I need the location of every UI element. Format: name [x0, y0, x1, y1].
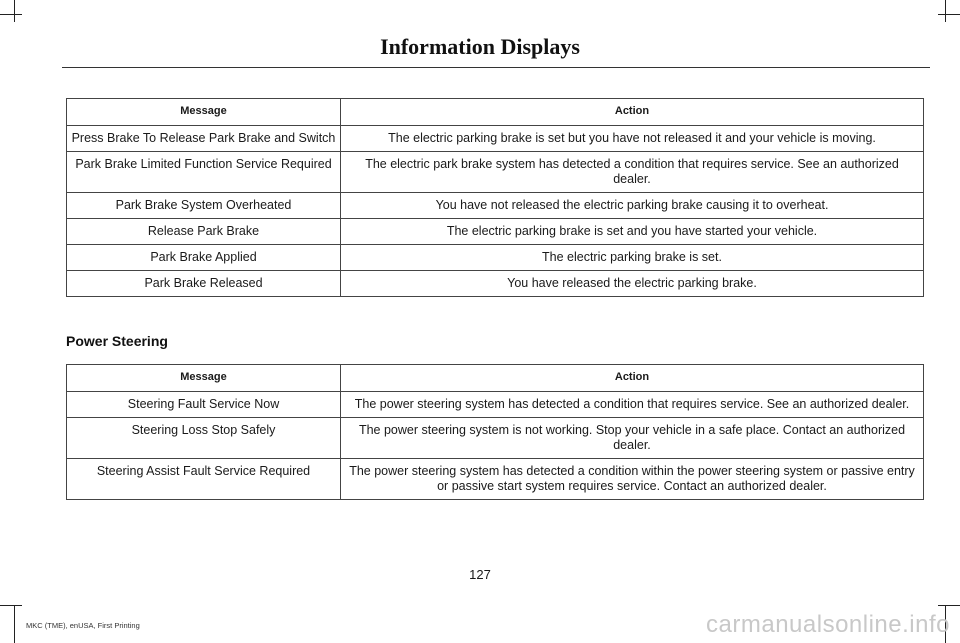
crop-mark-bottom-left-h — [0, 605, 22, 606]
message-cell: Steering Fault Service Now — [67, 392, 341, 418]
action-cell: You have released the electric parking brake. — [341, 271, 924, 297]
crop-mark-top-left-v — [14, 0, 15, 22]
action-column-header: Action — [341, 365, 924, 392]
message-cell: Park Brake Applied — [67, 245, 341, 271]
action-cell: The electric parking brake is set. — [341, 245, 924, 271]
message-cell: Steering Loss Stop Safely — [67, 418, 341, 459]
crop-mark-bottom-right-h — [938, 605, 960, 606]
table-row — [67, 193, 924, 219]
crop-mark-top-right-h — [938, 14, 960, 15]
table-row — [67, 245, 924, 271]
header-divider — [62, 67, 930, 68]
message-cell: Release Park Brake — [67, 219, 341, 245]
message-cell: Press Brake To Release Park Brake and Switch — [67, 126, 341, 152]
action-cell: You have not released the electric parking brake causing it to overheat. — [341, 193, 924, 219]
action-cell: The electric parking brake is set but you have not released it and your vehicle is moving. — [341, 126, 924, 152]
action-cell: The power steering system is not working. Stop your vehicle in a safe place. Contact an authorized dealer. — [341, 418, 924, 459]
crop-mark-top-right-v — [945, 0, 946, 22]
action-cell: The power steering system has detected a condition within the power steering system or passive entry or passive start system requires service. Contact an authorized dealer. — [341, 459, 924, 500]
page-title: Information Displays — [380, 34, 580, 59]
message-column-header: Message — [67, 99, 341, 126]
section-heading-power-steering: Power Steering — [66, 333, 168, 349]
table-header-row — [67, 365, 924, 392]
table-row — [67, 418, 924, 459]
table-row — [67, 219, 924, 245]
table-header-row — [67, 99, 924, 126]
message-cell: Steering Assist Fault Service Required — [67, 459, 341, 500]
page-number: 127 — [469, 567, 491, 582]
message-cell: Park Brake System Overheated — [67, 193, 341, 219]
table-row — [67, 152, 924, 193]
action-cell: The electric park brake system has detected a condition that requires service. See an authorized dealer. — [341, 152, 924, 193]
message-cell: Park Brake Released — [67, 271, 341, 297]
park-brake-messages-table — [66, 98, 924, 297]
message-cell: Park Brake Limited Function Service Required — [67, 152, 341, 193]
crop-mark-bottom-left-v — [14, 606, 15, 643]
table-row — [67, 392, 924, 418]
crop-mark-top-left-h — [0, 14, 22, 15]
power-steering-messages-table — [66, 364, 924, 500]
table-row — [67, 126, 924, 152]
table-row — [67, 459, 924, 500]
watermark: carmanualsonline.info — [706, 611, 950, 638]
action-column-header: Action — [341, 99, 924, 126]
message-column-header: Message — [67, 365, 341, 392]
table-row — [67, 271, 924, 297]
action-cell: The power steering system has detected a condition that requires service. See an authorized dealer. — [341, 392, 924, 418]
action-cell: The electric parking brake is set and you have started your vehicle. — [341, 219, 924, 245]
footer-text: MKC (TME), enUSA, First Printing — [26, 621, 140, 630]
